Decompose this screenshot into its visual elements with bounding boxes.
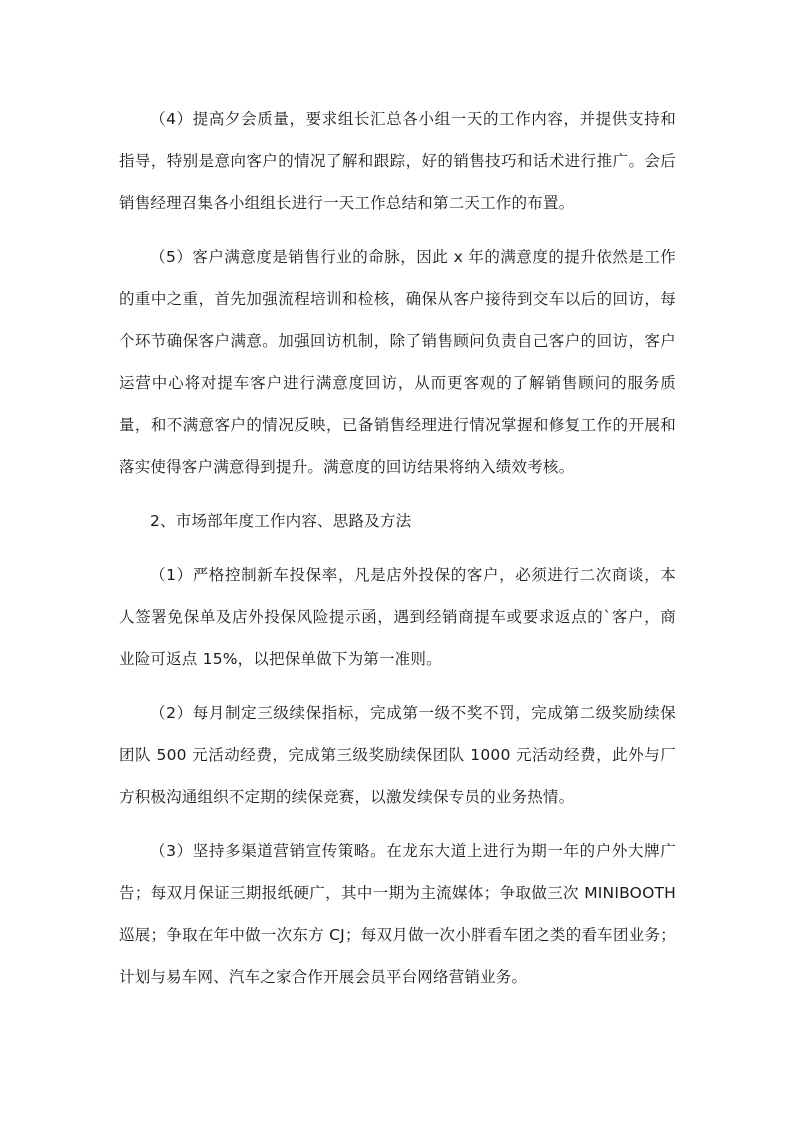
paragraph-item-5-customer-satisfaction: （5）客户满意度是销售行业的命脉，因此 x 年的满意度的提升依然是工作的重中之重，首先加强流程培训和检核，确保从客户接待到交车以后的回访，每个环节确保客户满意。加强回访机制，除了销售顾问负责自己客户的回访，客户运营中心将对提车客户进行满意度回访，从而更客观的了解销售顾问的服务质量，和不满意客户的情况反映，已备销售经理进行情况掌握和修复工作的开展和落实使得客户满意得到提升。满意度的回访结果将纳入绩效考核。 xyxy=(119,248,676,476)
paragraph-item-2-renewal-targets: （2）每月制定三级续保指标，完成第一级不奖不罚，完成第二级奖励续保团队 500 元活动经费，完成第三级奖励续保团队 1000 元活动经费，此外与厂方积极沟通组织不定期的续保竞赛，以激发续保专员的业务热情。 xyxy=(119,704,676,806)
paragraph-item-4-evening-meeting: （4）提高夕会质量，要求组长汇总各小组一天的工作内容，并提供支持和指导，特别是意向客户的情况了解和跟踪，好的销售技巧和话术进行推广。会后销售经理召集各小组组长进行一天工作总结和第二天工作的布置。 xyxy=(119,110,676,212)
paragraph-item-1-insurance-rate: （1）严格控制新车投保率，凡是店外投保的客户，必须进行二次商谈，本人签署免保单及店外投保风险提示函，遇到经销商提车或要求返点的`客户，商业险可返点 15%，以把保单做下为第一准则。 xyxy=(119,566,676,668)
document-body xyxy=(119,98,676,1010)
paragraph-item-3-marketing-strategy: （3）坚持多渠道营销宣传策略。在龙东大道上进行为期一年的户外大牌广告；每双月保证三期报纸硬广，其中一期为主流媒体；争取做三次 MINIBOOTH 巡展；争取在年中做一次东方 CJ；每双月做一次小胖看车团之类的看车团业务；计划与易车网、汽车之家合作开展会员平台网络营销业务。 xyxy=(119,842,676,986)
section-heading-marketing: 2、市场部年度工作内容、思路及方法 xyxy=(150,512,412,530)
